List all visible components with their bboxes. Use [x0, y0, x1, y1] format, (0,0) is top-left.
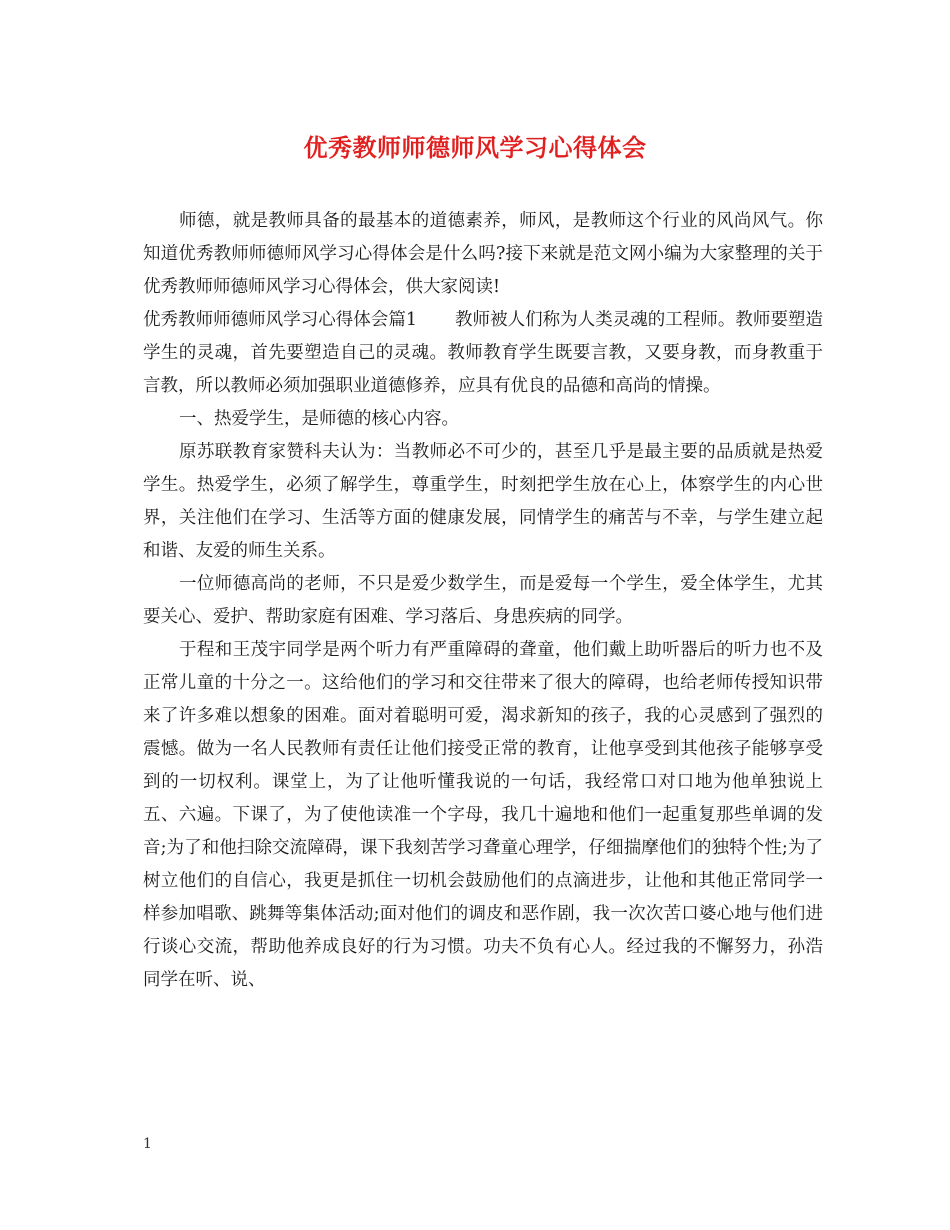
section-heading: 一、热爱学生，是师德的核心内容。: [179, 409, 459, 429]
article-heading: 优秀教师师德师风学习心得体会篇1: [143, 310, 417, 330]
intro-paragraph: 师德，就是教师具备的最基本的道德素养，师风，是教师这个行业的风尚风气。你知道优秀教师师德师风学习心得体会是什么吗?接下来就是范文网小编为大家整理的关于优秀教师师德师风学习心得体会，供大家阅读!: [143, 211, 823, 297]
page-number: 1: [143, 1136, 152, 1152]
body-paragraph: 于程和王茂宇同学是两个听力有严重障碍的聋童，他们戴上助听器后的听力也不及正常儿童的十分之一。这给他们的学习和交往带来了很大的障碍，也给老师传授知识带来了许多难以想象的困难。面对着聪明可爱，渴求新知的孩子，我的心灵感到了强烈的震憾。做为一名人民教师有责任让他们接受正常的教育，让他享受到其他孩子能够享受到的一切权利。课堂上，为了让他听懂我说的一句话，我经常口对口地为他单独说上五、六遍。下课了，为了使他读准一个字母，我几十遍地和他们一起重复那些单调的发音;为了和他扫除交流障碍，课下我刻苦学习聋童心理学，仔细揣摩他们的独特个性;为了树立他们的自信心，我更是抓住一切机会鼓励他们的点滴进步，让他和其他正常同学一样参加唱歌、跳舞等集体活动;面对他们的调皮和恶作剧，我一次次苦口婆心地与他们进行谈心交流，帮助他养成良好的行为习惯。功夫不负有心人。经过我的不懈努力，孙浩同学在听、说、: [143, 640, 823, 990]
article-lead-text: 教师被人们称为人类灵魂的工程师。教师要塑造学生的灵魂，首先要塑造自己的灵魂。教师教育学生既要言教，又要身教，而身教重于言教，所以教师必须加强职业道德修养，应具有优良的品德和高尚的情操。: [143, 310, 823, 396]
body-paragraph: 原苏联教育家赞科夫认为：当教师必不可少的，甚至几乎是最主要的品质就是热爱学生。热爱学生，必须了解学生，尊重学生，时刻把学生放在心上，体察学生的内心世界，关注他们在学习、生活等方面的健康发展，同情学生的痛苦与不幸，与学生建立起和谐、友爱的师生关系。: [143, 442, 823, 561]
article-heading-paragraph: [143, 304, 823, 403]
document-body: [143, 205, 823, 997]
body-paragraph: 一位师德高尚的老师，不只是爱少数学生，而是爱每一个学生，爱全体学生，尤其要关心、爱护、帮助家庭有困难、学习落后、身患疾病的同学。: [143, 574, 823, 627]
document-title: 优秀教师师德师风学习心得体会: [303, 133, 647, 162]
